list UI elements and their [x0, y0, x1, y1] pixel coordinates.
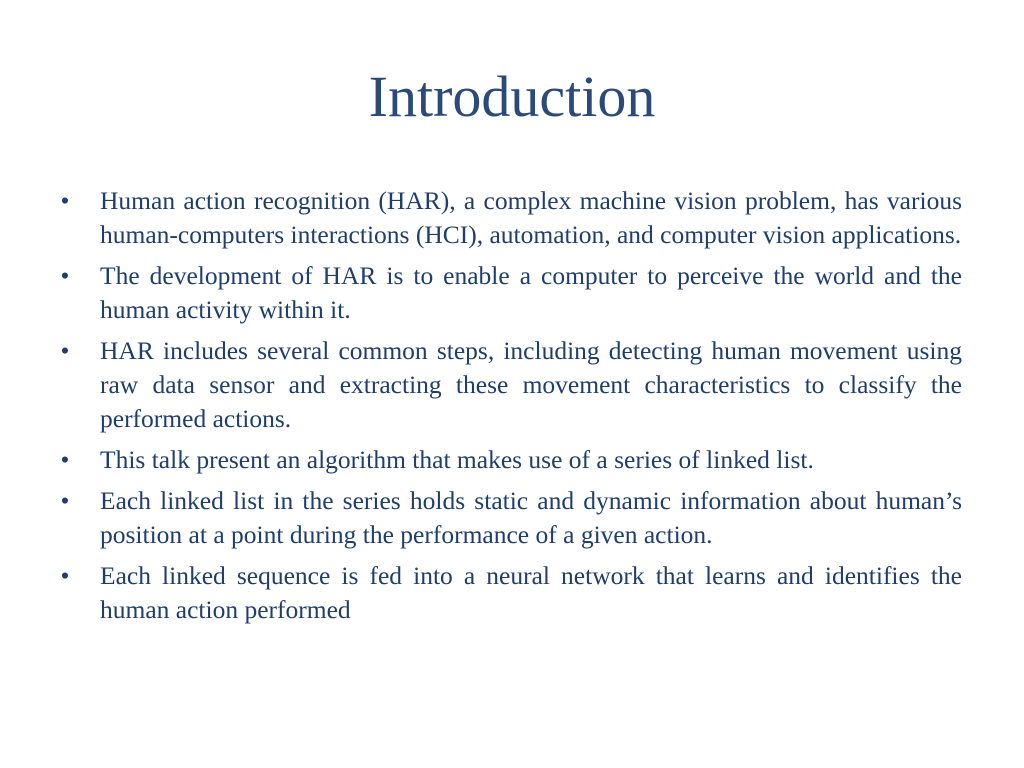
bullet-text: HAR includes several common steps, including detecting human movement using raw data sensor and extracting these movement characteristics to classify the performed actions.	[100, 336, 962, 433]
bullet-marker: •	[60, 336, 70, 365]
bullet-item	[60, 443, 962, 477]
bullet-item	[60, 184, 962, 252]
bullet-marker: •	[60, 561, 70, 590]
bullet-item	[60, 334, 962, 436]
bullet-item	[60, 484, 962, 552]
bullet-item	[60, 259, 962, 327]
bullet-text: This talk present an algorithm that makes use of a series of linked list.	[100, 445, 814, 474]
bullet-marker: •	[60, 261, 70, 290]
bullet-item	[60, 559, 962, 627]
slide-title: Introduction	[368, 64, 656, 129]
bullet-text: Each linked sequence is fed into a neural network that learns and identifies the human action performed	[100, 561, 962, 624]
bullet-text: Human action recognition (HAR), a complex machine vision problem, has various human-computers interactions (HCI), automation, and computer vision applications.	[100, 186, 962, 249]
bullet-marker: •	[60, 486, 70, 515]
bullet-marker: •	[60, 186, 70, 215]
bullet-text: Each linked list in the series holds static and dynamic information about human’s position at a point during the performance of a given action.	[100, 486, 962, 549]
bullet-text: The development of HAR is to enable a computer to perceive the world and the human activity within it.	[100, 261, 962, 324]
bullet-list	[60, 184, 962, 634]
bullet-marker: •	[60, 445, 70, 474]
